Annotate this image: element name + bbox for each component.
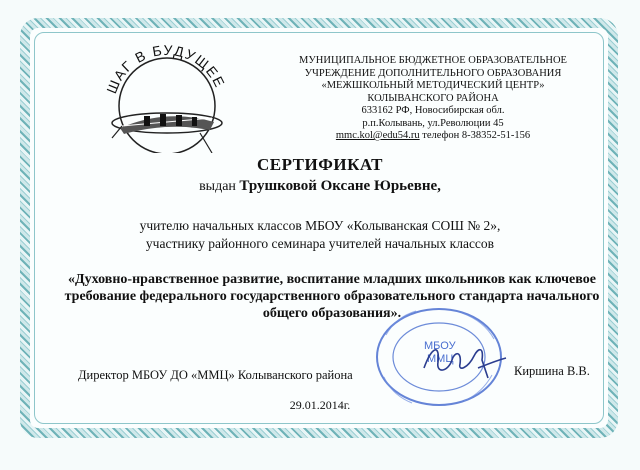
signer-name: Киршина В.В. xyxy=(514,364,590,378)
issued-prefix: выдан xyxy=(199,179,240,194)
logo-text: ШАГ В БУДУЩЕЕ xyxy=(103,41,229,96)
org-name-line: УЧРЕЖДЕНИЕ ДОПОЛНИТЕЛЬНОГО ОБРАЗОВАНИЯ xyxy=(304,67,562,79)
stamp-text-2: ММЦ xyxy=(427,353,454,365)
organization-header xyxy=(268,55,598,143)
org-phone: телефон 8-38352-51-156 xyxy=(419,130,531,141)
issue-date: 29.01.2014г. xyxy=(289,398,351,412)
org-name-line: «МЕЖШКОЛЬНЫЙ МЕТОДИЧЕСКИЙ ЦЕНТР» xyxy=(321,80,545,91)
recipient-name: Трушковой Оксане Юрьевне, xyxy=(239,178,441,194)
director-title: Директор МБОУ ДО «ММЦ» Колыванского района xyxy=(78,368,353,382)
recipient-position: учителю начальных классов МБОУ «Колыванская СОШ № 2», xyxy=(139,218,501,233)
org-contacts xyxy=(268,130,598,143)
issued-to xyxy=(0,178,640,195)
seminar-topic: «Духовно-нравственное развитие, воспитание младших школьников как ключевое требование федерального государственного образовательного стандарта начального общего образования». xyxy=(64,272,600,321)
logo-emblem-icon xyxy=(92,38,242,153)
org-address-line: р.п.Колывань, ул.Революции 45 xyxy=(362,117,504,129)
org-email-link[interactable]: mmc.kol@edu54.ru xyxy=(335,130,420,141)
certificate-title: СЕРТИФИКАТ xyxy=(256,155,384,174)
org-address-line: 633162 РФ, Новосибирская обл. xyxy=(361,105,505,116)
stamp-text-1: МБОУ xyxy=(424,340,456,352)
signature-icon xyxy=(418,338,508,383)
participation-line: участнику районного семинара учителей начальных классов xyxy=(145,236,495,251)
org-name-line: КОЛЫВАНСКОГО РАЙОНА xyxy=(367,92,499,104)
org-name-line: МУНИЦИПАЛЬНОЕ БЮДЖЕТНОЕ ОБРАЗОВАТЕЛЬНОЕ xyxy=(299,55,567,66)
